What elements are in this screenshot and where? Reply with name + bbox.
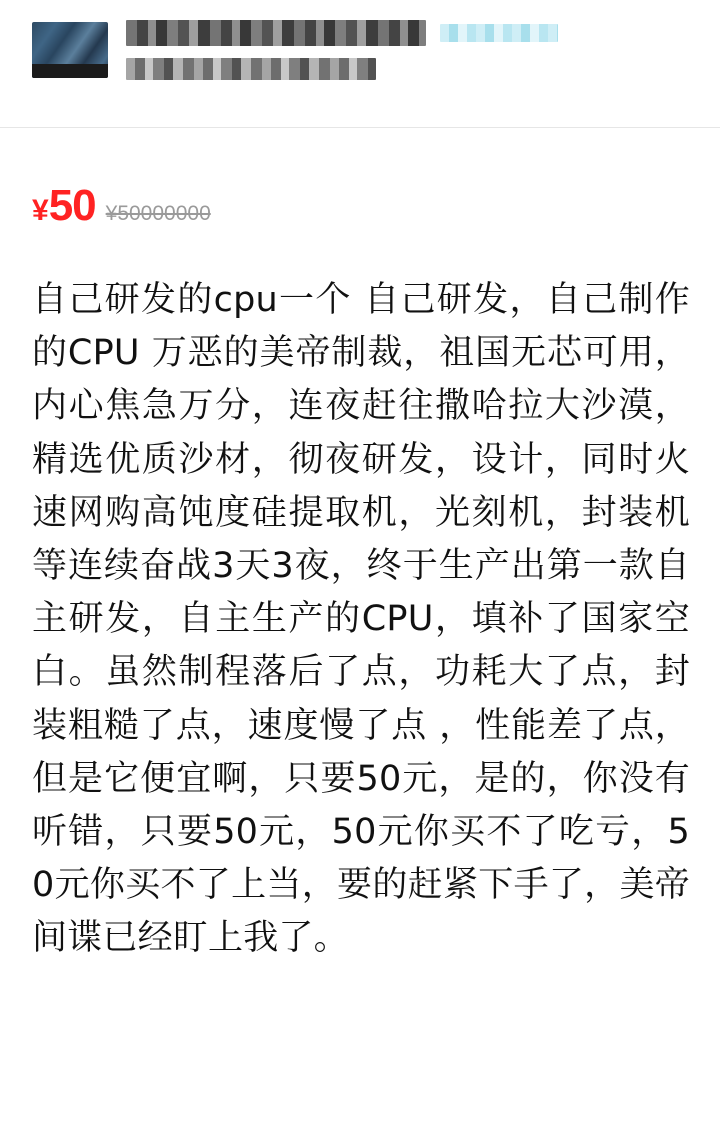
price-block [0, 128, 720, 228]
avatar[interactable] [32, 22, 108, 78]
listing-description: 自己研发的cpu一个 自己研发，自己制作的CPU 万恶的美帝制裁，祖国无芯可用，内心焦急万分，连夜赶往撒哈拉大沙漠，精选优质沙材，彻夜研发，设计，同时火速网购高饨度硅提取机，光刻机，封装机等连续奋战3天3夜，终于生产出第一款自主研发，自主生产的CPU，填补了国家空白。虽然制程落后了点，功耗大了点，封装粗糙了点，速度慢了点 ，性能差了点，但是它便宜啊，只要50元，是的，你没有听错，只要50元，50元你买不了吃亏，50元你买不了上当，要的赶紧下手了，美帝间谍已经盯上我了。 [32, 280, 690, 959]
seller-info [126, 18, 696, 80]
seller-subtitle-censored [126, 58, 376, 80]
seller-name-censored [126, 20, 426, 46]
price-currency-symbol: ¥ [32, 194, 49, 227]
seller-header[interactable] [0, 0, 720, 128]
seller-name-line [126, 20, 696, 46]
seller-badge-censored [440, 24, 558, 42]
seller-subtitle-line [126, 46, 696, 80]
seller-header-row [32, 18, 696, 80]
price-current: 50 [48, 181, 96, 230]
price-original: ¥50000000 [105, 202, 211, 225]
